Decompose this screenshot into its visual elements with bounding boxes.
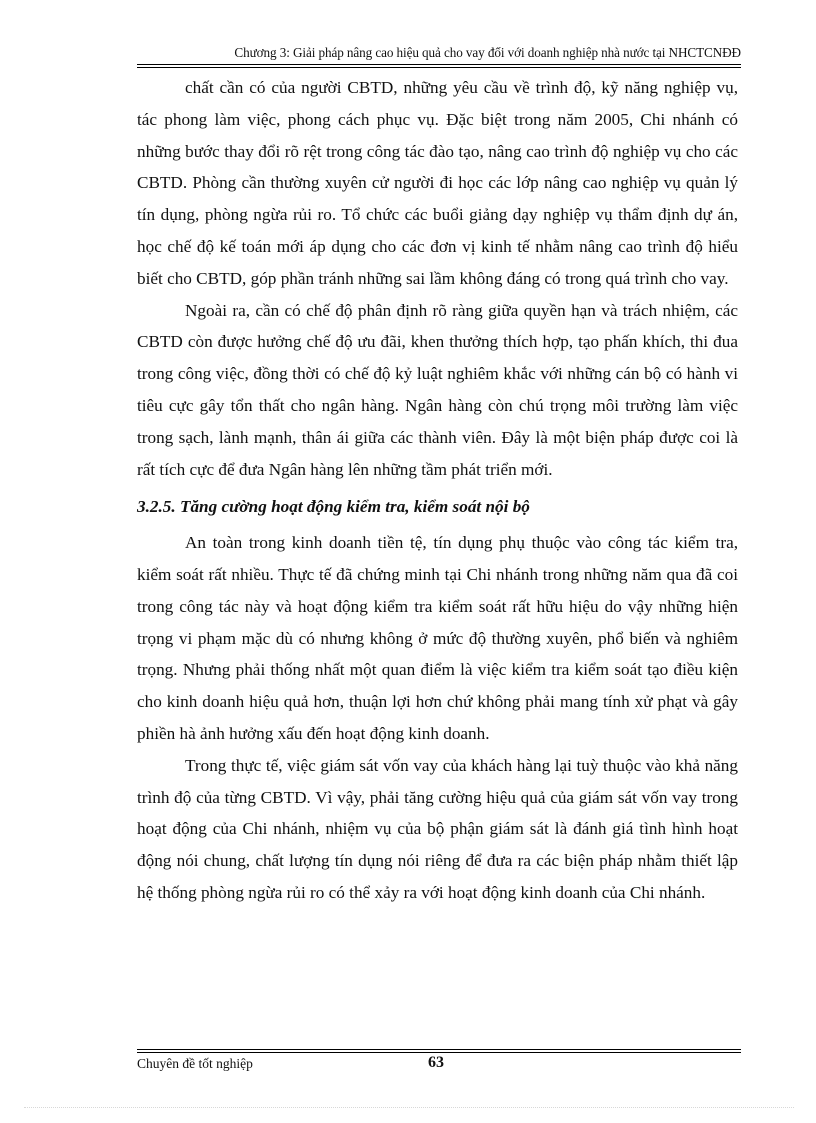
running-header: Chương 3: Giải pháp nâng cao hiệu quả cho vay đối với doanh nghiệp nhà nước tại NHCTCNĐĐ xyxy=(234,45,741,60)
paragraph: Trong thực tế, việc giám sát vốn vay của khách hàng lại tuỳ thuộc vào khả năng trình độ của từng CBTD. Vì vậy, phải tăng cường hiệu quả của giám sát vốn vay trong hoạt động của Chi nhánh, nhiệm vụ của bộ phận giám sát là đánh giá tình hình hoạt động nói chung, chất lượng tín dụng nói riêng để đưa ra các biện pháp nhằm thiết lập hệ thống phòng ngừa rủi ro có thể xảy ra với hoạt động kinh doanh của Chi nhánh. xyxy=(137,755,738,902)
footer-rule-thick xyxy=(137,1052,741,1053)
page-number: 63 xyxy=(428,1054,444,1071)
page-body xyxy=(137,72,738,909)
paragraph: Ngoài ra, cần có chế độ phân định rõ ràng giữa quyền hạn và trách nhiệm, các CBTD còn được hưởng chế độ ưu đãi, khen thưởng thích hợp, tạo phấn khích, thi đua trong công việc, đồng thời có chế độ kỷ luật nghiêm khắc với những cán bộ có hành vi tiêu cực gây tổn thất cho ngân hàng. Ngân hàng còn chú trọng môi trường làm việc trong sạch, lành mạnh, thân ái giữa các thành viên. Đây là một biện pháp được coi là rất tích cực để đưa Ngân hàng lên những tầm phát triển mới. xyxy=(137,300,738,479)
paragraph-continued: chất cần có của người CBTD, những yêu cầu về trình độ, kỹ năng nghiệp vụ, tác phong làm việc, phong cách phục vụ. Đặc biệt trong năm 2005, Chi nhánh có những bước thay đổi rõ rệt trong công tác đào tạo, nâng cao trình độ nghiệp vụ cho các CBTD. Phòng cần thường xuyên cử người đi học các lớp nâng cao nghiệp vụ quản lý tín dụng, phòng ngừa rủi ro. Tổ chức các buổi giảng dạy nghiệp vụ thẩm định dự án, học chế độ kế toán mới áp dụng cho các đơn vị kinh tế nhằm nâng cao trình độ hiểu biết cho CBTD, góp phần tránh những sai lầm không đáng có trong quá trình cho vay. xyxy=(137,78,738,288)
footer-rule-thin xyxy=(137,1049,741,1050)
section-heading: 3.2.5. Tăng cường hoạt động kiểm tra, kiểm soát nội bộ xyxy=(137,497,530,517)
page-edge-divider xyxy=(24,1107,794,1108)
paragraph: An toàn trong kinh doanh tiền tệ, tín dụng phụ thuộc vào công tác kiểm tra, kiểm soát rất nhiều. Thực tế đã chứng minh tại Chi nhánh trong những năm qua đã coi trong công tác này và hoạt động kiểm tra kiểm soát rất hữu hiệu do vậy những hiện trọng vi phạm mặc dù có nhưng không ở mức độ thường xuyên, phổ biến và nghiêm trọng. Nhưng phải thống nhất một quan điểm là việc kiểm tra kiểm soát tạo điều kiện cho kinh doanh hiệu quả hơn, thuận lợi hơn chứ không phải mang tính xử phạt và gây phiền hà ảnh hưởng xấu đến hoạt động kinh doanh. xyxy=(137,533,738,743)
header-rule-thin xyxy=(137,67,741,68)
footer-label: Chuyên đề tốt nghiệp xyxy=(137,1056,253,1071)
header-rule-thick xyxy=(137,64,741,65)
